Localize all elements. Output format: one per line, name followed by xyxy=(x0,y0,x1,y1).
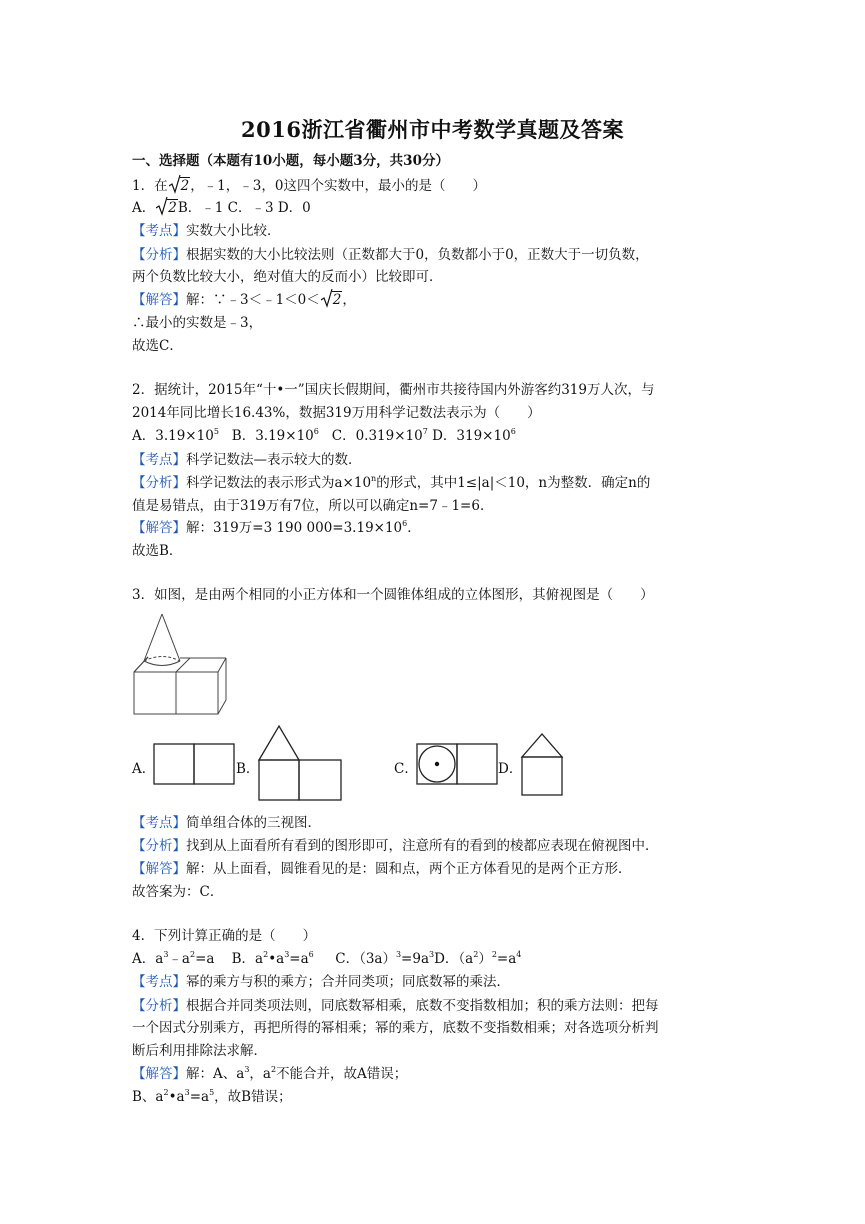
q1-fenxi-line2: 两个负数比较大小，绝对值大的反而小）比较即可． xyxy=(132,269,443,285)
solid-figure xyxy=(130,612,232,718)
q3-kaodian: 【考点】简单组合体的三视图． xyxy=(132,815,321,831)
q4-kaodian: 【考点】幂的乘方与积的乘方；合并同类项；同底数幂的乘法． xyxy=(132,974,510,990)
q3-option-a-label: A． xyxy=(132,761,156,777)
q3-option-d-label: D． xyxy=(498,761,523,777)
q1-answer: 故选C． xyxy=(132,338,183,354)
q2-kaodian: 【考点】科学记数法—表示较大的数． xyxy=(132,452,362,468)
q3-option-b-label: B． xyxy=(236,761,260,777)
q3-option-c-label: C． xyxy=(394,761,418,777)
q3-answer: 故答案为：C． xyxy=(132,884,224,900)
sqrt-symbol: 2 xyxy=(169,177,191,195)
q1-stem: 1．在 2，﹣1，﹣3，0这四个实数中，最小的是（ ） xyxy=(132,177,486,195)
q3-jieda: 【解答】解：从上面看，圆锥看见的是：圆和点，两个正方体看见的是两个正方形． xyxy=(132,861,632,877)
q3-fenxi: 【分析】找到从上面看所有看到的图形即可，注意所有的看到的棱都应表现在俯视图中． xyxy=(132,838,659,854)
q2-options: A．$3.19\times 10^5$ B．$3.19\times 10^6$ C．$0.319\times 10^7$ D．$319\times 10^6$ xyxy=(132,427,516,444)
page-title: 2016浙江省衢州市中考数学真题及答案 xyxy=(241,117,624,142)
q1-options: A． 2B．﹣1 C．﹣3 D．0 xyxy=(132,199,311,217)
q3-option-d-figure xyxy=(521,733,565,797)
q1-jieda-line2: ∴最小的实数是﹣3， xyxy=(132,315,263,331)
q4-fenxi: 【分析】根据合并同类项法则，同底数幂相乘，底数不变指数相加；积的乘方法则：把每 xyxy=(132,998,659,1014)
q1-jieda: 【解答】解：∵﹣3＜﹣1＜0＜ 2， xyxy=(132,291,356,309)
q2-jieda: 【解答】解：319万=3 190 $000=3.19\times 10^6$． xyxy=(132,519,421,536)
sqrt-symbol: 2 xyxy=(156,199,178,217)
q2-stem: 2．据统计，2015年“十•一”国庆长假期间，衢州市共接待国内外游客约319万人次，与 xyxy=(132,382,655,398)
q1-kaodian: 【考点】实数大小比较． xyxy=(132,223,281,239)
q4-fenxi-line2: 一个因式分别乘方，再把所得的幂相乘；幂的乘方，底数不变指数相乘；对各选项分析判 xyxy=(132,1020,659,1036)
q3-option-c-figure xyxy=(416,743,500,785)
q4-stem: 4．下列计算正确的是（ ） xyxy=(132,928,317,944)
q2-answer: 故选B． xyxy=(132,543,183,559)
q4-jieda: 【解答】解：A、$a^3$，$a^2$不能合并，故A错误； xyxy=(132,1065,408,1082)
section-heading: 一、选择题（本题有10小题，每小题3分，共30分） xyxy=(132,153,449,169)
q4-fenxi-line3: 断后利用排除法求解． xyxy=(132,1043,267,1059)
q2-fenxi: 【分析】科学记数法的表示形式为$a\times 10^n$的形式，其中1≤|a|＜10，n为整数．确定n的 xyxy=(132,474,651,491)
q3-option-a-figure xyxy=(153,743,237,785)
q2-fenxi-line2: 值是易错点，由于319万有7位，所以可以确定n=7﹣1=6． xyxy=(132,498,494,514)
q4-jieda-line-b: B、$a^2•a^3=a^5$，故B错误； xyxy=(132,1088,292,1105)
q3-stem: 3．如图，是由两个相同的小正方体和一个圆锥体组成的立体图形，其俯视图是（ ） xyxy=(132,587,654,603)
sqrt-symbol: 2 xyxy=(321,291,343,309)
q4-options: A．$a^3﹣a^2=a$ B．$a^2•a^3=a^6$ C．$(3a)^3=9a^3D$．$(a^2)^2=a^4$ xyxy=(132,950,522,967)
q1-fenxi: 【分析】根据实数的大小比较法则（正数都大于0，负数都小于0，正数大于一切负数， xyxy=(132,247,649,263)
q3-option-b-figure xyxy=(258,722,344,802)
q2-stem-line2: 2014年同比增长16.43%，数据319万用科学记数法表示为（ ） xyxy=(132,405,541,421)
